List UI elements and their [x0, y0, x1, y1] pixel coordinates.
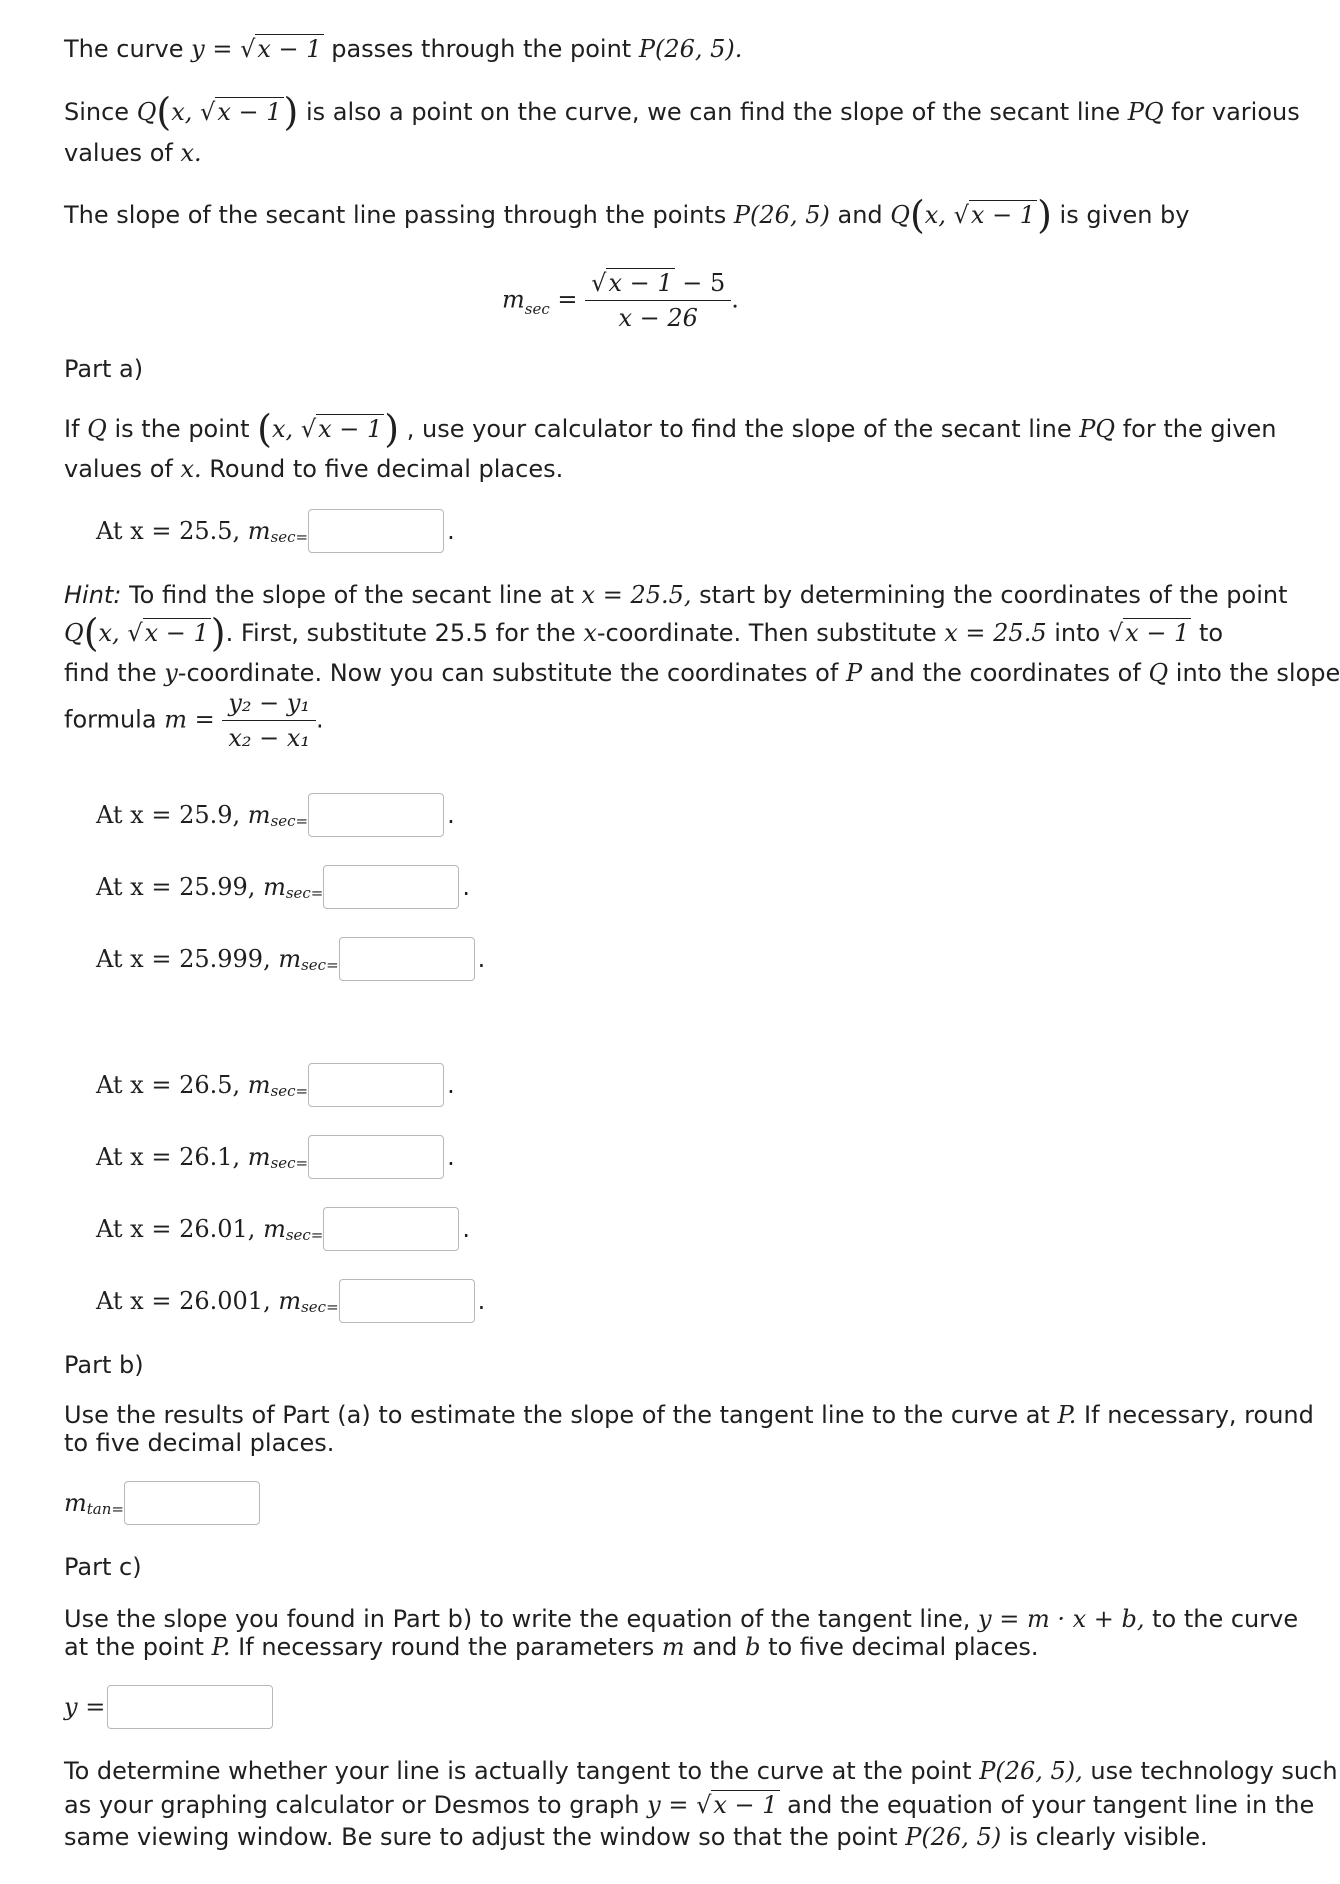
intro-line-2: Since Q(x, √x − 1) is also a point on the curve, we can find the slope of the secant line PQ for various [64, 90, 1300, 134]
part-c-line-1: Use the slope you found in Part b) to write the equation of the tangent line, y = m · x + b, to the curve [64, 1605, 1299, 1633]
answer-row: At x = 25.5, m sec= . [96, 508, 455, 554]
answer-input-x-26-01[interactable] [323, 1207, 459, 1251]
slope-formula-fraction: $\frac{\text{y₂ − y₁}}{\text{x₂ − x₁}}$ [222, 686, 316, 755]
point-p: P(26, 5). [638, 35, 743, 63]
answer-row: At x = 26.5, m sec= . [96, 1062, 455, 1108]
part-a-line-1: If Q is the point (x, √x − 1) , use your calculator to find the slope of the secant line PQ for the given [64, 407, 1277, 451]
final-line-2: as your graphing calculator or Desmos to graph y = √x − 1 and the equation of your tangent line in the [64, 1791, 1315, 1819]
final-line-3: same viewing window. Be sure to adjust the window so that the point P(26, 5) is clearly visible. [64, 1823, 1208, 1851]
answer-row: At x = 26.001, m sec= . [96, 1278, 485, 1324]
answer-input-x-25-5[interactable] [308, 509, 444, 553]
msec-fraction: $\frac{√x - 1 - 5}{x - 26}$ [585, 266, 731, 335]
intro-text: The curve [64, 35, 184, 63]
intro-line-1: The curve y = √x − 1 passes through the point P(26, 5). [64, 35, 743, 63]
part-b-title: Part b) [64, 1351, 144, 1379]
answer-row: At x = 26.01, m sec= . [96, 1206, 470, 1252]
answer-input-x-25-999[interactable] [339, 937, 475, 981]
hint-line-2: Q(x, √x − 1). First, substitute 25.5 for the x-coordinate. Then substitute x = 25.5 into √x − 1 to [64, 611, 1224, 655]
curve-equation-lhs: y = [191, 35, 241, 63]
part-b-line-2: to five decimal places. [64, 1429, 335, 1457]
intro-line-3: values of x. [64, 139, 202, 167]
hint-line-3: find the y-coordinate. Now you can substitute the coordinates of P and the coordinates of Q into the slope [64, 659, 1340, 687]
hint-line-1: Hint: To find the slope of the secant line at x = 25.5, start by determining the coordinates of the point [64, 581, 1288, 609]
tangent-slope-input[interactable] [124, 1481, 260, 1525]
answer-row: At x = 25.99, m sec= . [96, 864, 470, 910]
part-a-title: Part a) [64, 355, 144, 383]
tangent-slope-row: m tan= [64, 1480, 260, 1526]
part-a-line-2: values of x. Round to five decimal places. [64, 455, 564, 483]
answer-input-x-26-1[interactable] [308, 1135, 444, 1179]
hint-line-4: formula m = $\frac{\text{y₂ − y₁}}{\text{x₂ − x₁}}$ . [64, 686, 324, 755]
answer-input-x-25-9[interactable] [308, 793, 444, 837]
tangent-equation-row: y = [64, 1684, 273, 1730]
intro-line-4: The slope of the secant line passing through the points P(26, 5) and Q(x, √x − 1) is given by [64, 193, 1190, 237]
answer-input-x-26-001[interactable] [339, 1279, 475, 1323]
hint-label: Hint: [64, 581, 122, 609]
sqrt-expression: √x − 1 [240, 35, 322, 63]
answer-input-x-26-5[interactable] [308, 1063, 444, 1107]
answer-input-x-25-99[interactable] [323, 865, 459, 909]
part-c-line-2: at the point P. If necessary round the parameters m and b to five decimal places. [64, 1633, 1039, 1661]
answer-row: At x = 25.9, m sec= . [96, 792, 455, 838]
part-b-line-1: Use the results of Part (a) to estimate the slope of the tangent line to the curve at P. If necessary, round [64, 1401, 1314, 1429]
final-line-1: To determine whether your line is actually tangent to the curve at the point P(26, 5), use technology such [64, 1757, 1338, 1785]
answer-row: At x = 26.1, m sec= . [96, 1134, 455, 1180]
msec-formula: $m_{sec}$ = $\frac{√x - 1 - 5}{x - 26}$ . [502, 266, 739, 335]
part-c-title: Part c) [64, 1553, 142, 1581]
answer-row: At x = 25.999, m sec= . [96, 936, 485, 982]
tangent-equation-input[interactable] [107, 1685, 273, 1729]
